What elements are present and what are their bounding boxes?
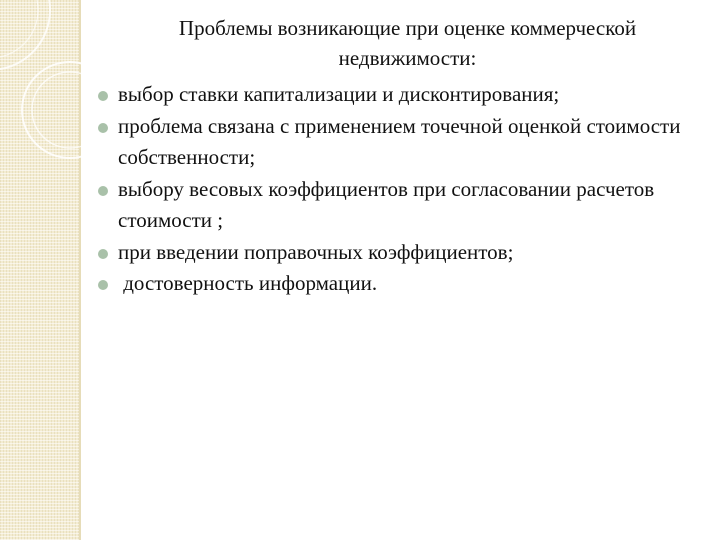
list-item xyxy=(96,174,686,237)
slide-title: Проблемы возникающие при оценке коммерческой недвижимости: xyxy=(178,16,637,70)
list-item-text: при введении поправочных коэффициентов; xyxy=(118,239,514,264)
bullet-icon xyxy=(98,91,108,101)
bullet-icon xyxy=(98,280,108,290)
list-item xyxy=(96,79,686,111)
list-item-text: выбору весовых коэффициентов при согласовании расчетов стоимости ; xyxy=(118,176,655,232)
list-item-text: выбор ставки капитализации и дисконтирования; xyxy=(118,82,560,106)
bullet-icon xyxy=(98,186,108,196)
list-item-text: достоверность информации. xyxy=(118,271,378,295)
bullet-icon xyxy=(98,123,108,133)
list-item xyxy=(96,237,686,269)
bullet-icon xyxy=(98,249,108,259)
list-item xyxy=(96,111,686,174)
list-item xyxy=(96,268,686,300)
list-item-text: проблема связана с применением точечной оценкой стоимости собственности; xyxy=(118,113,681,169)
bullet-list xyxy=(96,79,686,300)
